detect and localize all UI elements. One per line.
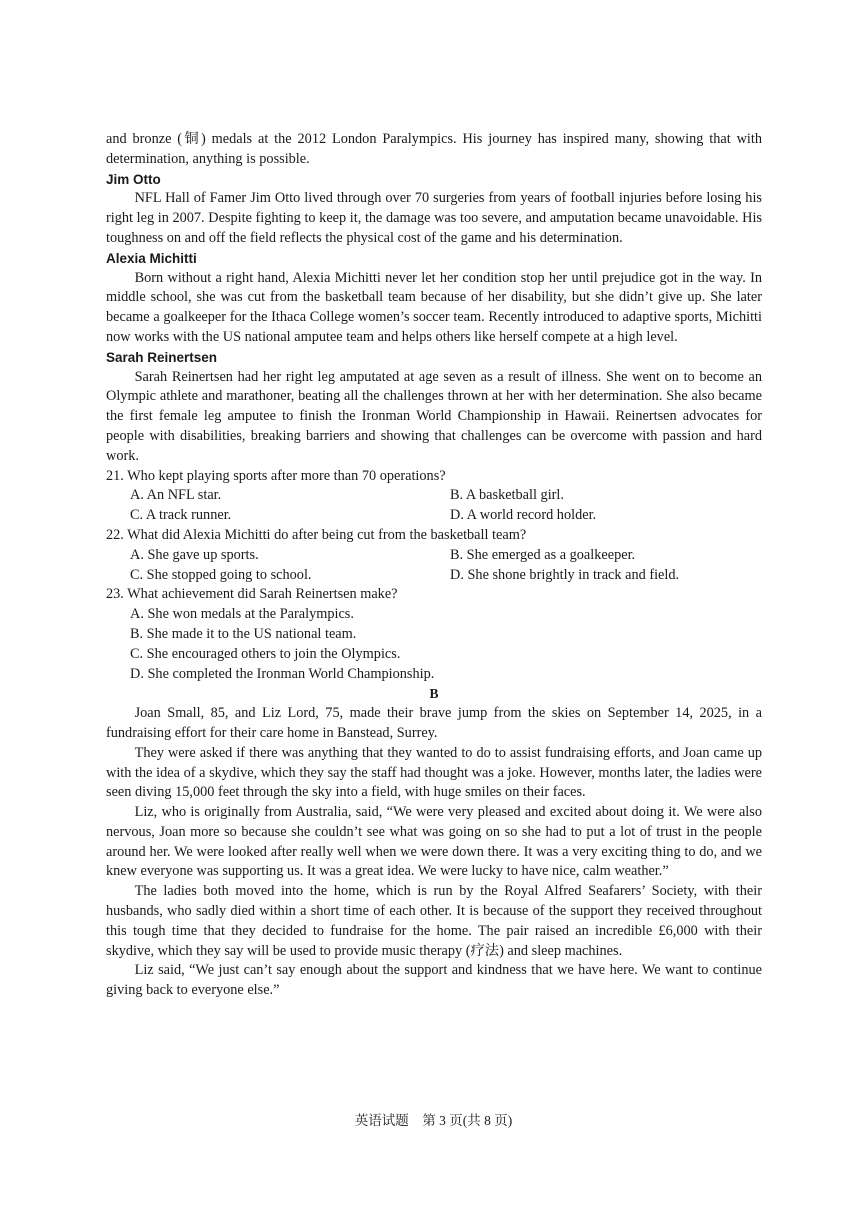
profile-heading: Sarah Reinertsen xyxy=(106,349,218,365)
profile-text: Sarah Reinertsen had her right leg amputated at age seven as a result of illness. She went on to become an Olympic athlete and marathoner, beating all the challenges thrown at her with her determination. She also became the first female leg amputee to finish the Ironman World Championship in Hawaii. Reinertsen advocates for people with disabilities, breaking barriers and showing that challenges can be overcome with passion and hard work. xyxy=(106,368,762,464)
profile-text: Born without a right hand, Alexia Michitti never let her condition stop her until prejudice got in the way. In middle school, she was cut from the basketball team because of her disability, but she didn’t give up. She later became a goalkeeper for the Ithaca College women’s soccer team. Recently introduced to adaptive sports, Michitti now works with the US national amputee team and helps others like herself compete at a high level. xyxy=(106,269,762,345)
option-c[interactable]: C. She stopped going to school. xyxy=(130,566,312,583)
section-b-passage xyxy=(106,704,762,1001)
question-22 xyxy=(106,526,762,585)
passage-paragraph: Liz, who is originally from Australia, said, “We were very pleased and excited about doing it. We were also nervous, Joan more so because she couldn’t see what was going on so she had to put a lot of trust in the people around her. We were looked after really well when we were down there. It was a very exciting thing to do, and we knew everyone was supporting us. It was a great idea. We were lucky to have nice, calm weather.” xyxy=(106,804,762,880)
question-23 xyxy=(106,585,762,684)
question-stem: 21. Who kept playing sports after more than 70 operations? xyxy=(106,467,446,484)
question-stem: 22. What did Alexia Michitti do after being cut from the basketball team? xyxy=(106,526,527,543)
profile-heading: Jim Otto xyxy=(106,171,161,187)
question-options xyxy=(106,486,762,526)
option-c[interactable]: C. A track runner. xyxy=(130,507,232,524)
profile-alexia-michitti xyxy=(106,249,762,348)
option-c[interactable]: C. She encouraged others to join the Olympics. xyxy=(130,645,401,662)
profile-jim-otto xyxy=(106,170,762,249)
passage-paragraph: They were asked if there was anything that they wanted to do to assist fundraising efforts, and Joan came up with the idea of a skydive, which they say the staff had thought was a joke. However, months later, the ladies were seen diving 15,000 feet through the sky into a field, with huge smiles on their faces. xyxy=(106,744,762,801)
question-21 xyxy=(106,467,762,526)
option-a[interactable]: A. An NFL star. xyxy=(130,487,222,504)
section-b-label: B xyxy=(429,686,439,702)
option-b[interactable]: B. She made it to the US national team. xyxy=(130,625,357,642)
option-d[interactable]: D. A world record holder. xyxy=(450,507,597,524)
option-b[interactable]: B. A basketball girl. xyxy=(450,487,564,504)
question-options xyxy=(106,605,762,684)
option-a[interactable]: A. She won medals at the Paralympics. xyxy=(130,606,354,623)
option-a[interactable]: A. She gave up sports. xyxy=(130,546,259,563)
passage-paragraph: Liz said, “We just can’t say enough about the support and kindness that we have here. We want to continue giving back to everyone else.” xyxy=(106,962,762,999)
passage-paragraph: The ladies both moved into the home, which is run by the Royal Alfred Seafarers’ Society, with their husbands, who sadly died within a short time of each other. It is because of the support they received throughout this tough time that they decided to fundraise for the home. The pair raised an incredible £6,000 with their skydive, which they say will be used to provide music therapy (疗法) and sleep machines. xyxy=(106,883,762,959)
question-stem: 23. What achievement did Sarah Reinertsen make? xyxy=(106,586,398,603)
option-d[interactable]: D. She completed the Ironman World Championship. xyxy=(130,665,435,682)
question-options xyxy=(106,546,762,586)
page-content xyxy=(106,130,762,1001)
option-b[interactable]: B. She emerged as a goalkeeper. xyxy=(450,546,636,563)
page-footer: 英语试题 第 3 页(共 8 页) xyxy=(354,1113,513,1128)
profile-heading: Alexia Michitti xyxy=(106,250,197,266)
profile-text: NFL Hall of Famer Jim Otto lived through over 70 surgeries from years of football injuries before losing his right leg in 2007. Despite fighting to keep it, the damage was too severe, and amputation became unavoidable. His toughness on and off the field reflects the physical cost of the game and his determination. xyxy=(106,190,762,246)
passage-paragraph: Joan Small, 85, and Liz Lord, 75, made their brave jump from the skies on September 14, 2025, in a fundraising effort for their care home in Banstead, Surrey. xyxy=(106,705,762,741)
intro-tail-paragraph: and bronze (铜) medals at the 2012 London Paralympics. His journey has inspired many, showing that with determination, anything is possible. xyxy=(106,131,762,167)
option-d[interactable]: D. She shone brightly in track and field. xyxy=(450,566,680,583)
profile-sarah-reinertsen xyxy=(106,348,762,467)
